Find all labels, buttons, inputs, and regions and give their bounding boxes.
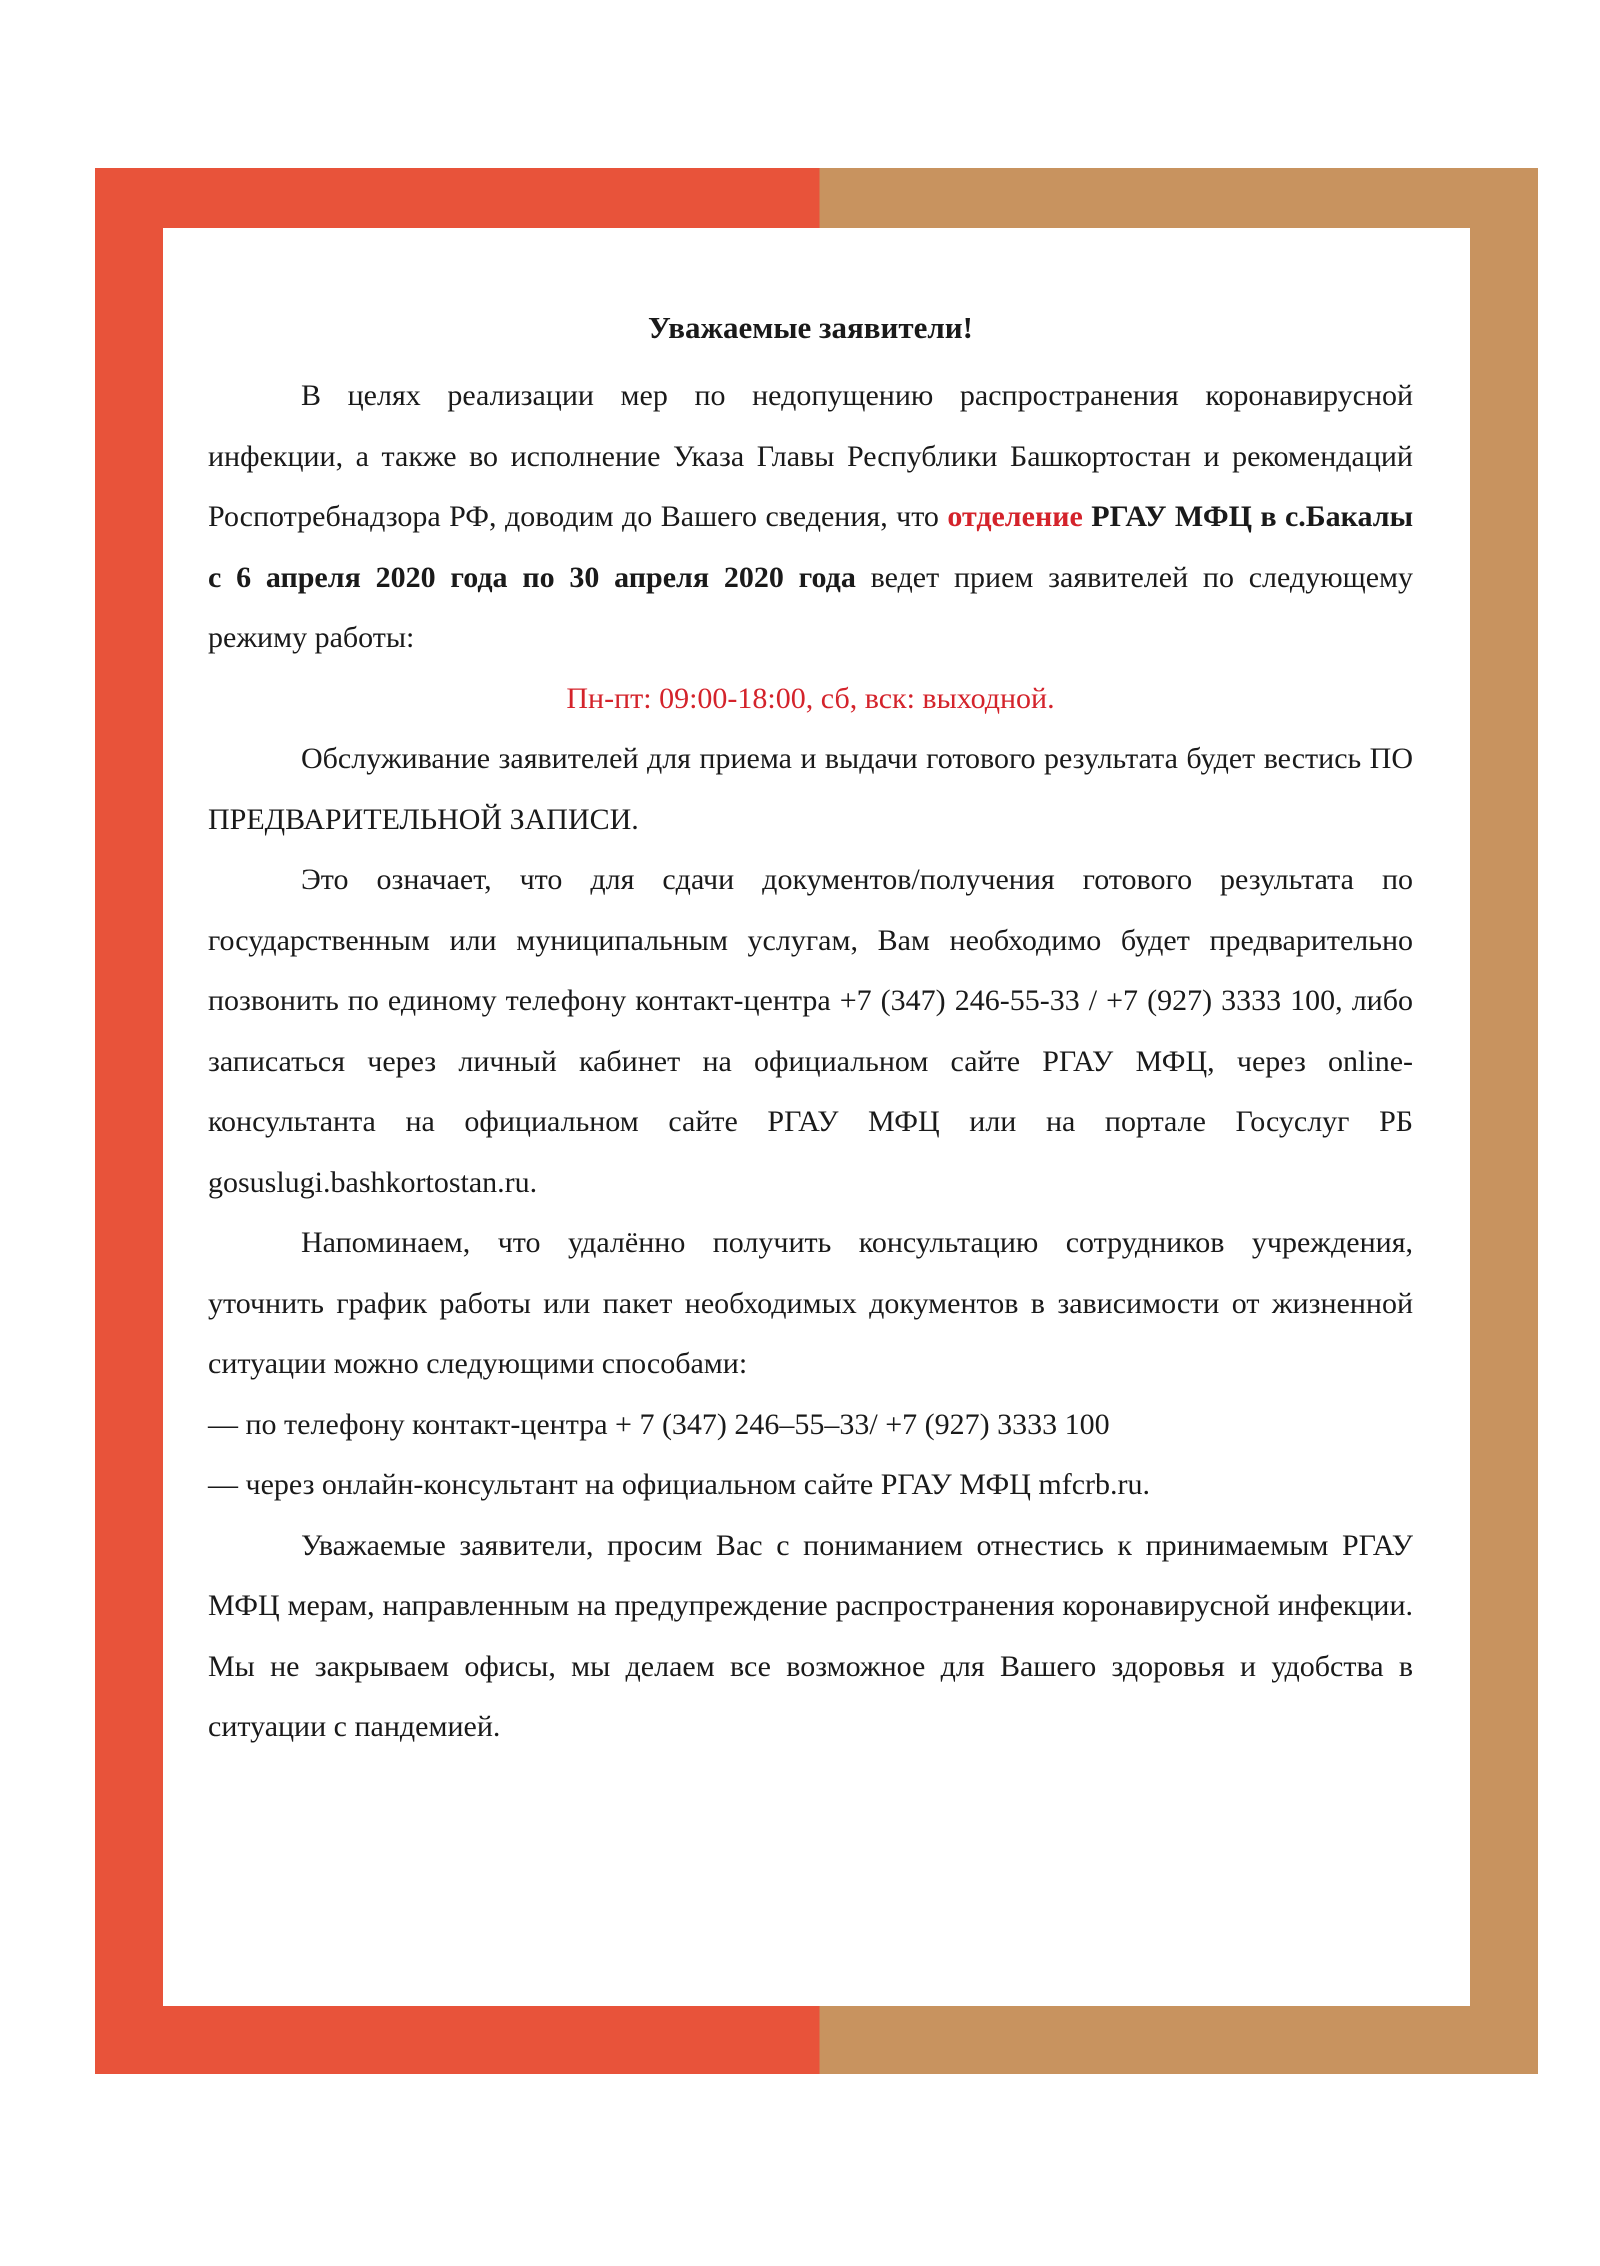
paragraph-appointment: Обслуживание заявителей для приема и выдачи готового результата будет вестись ПО ПРЕДВАРИТЕЛЬНОЙ ЗАПИСИ.: [208, 742, 1413, 836]
bullet-phone: — по телефону контакт-центра + 7 (347) 246–55–33/ +7 (927) 3333 100: [208, 1407, 1110, 1441]
notice-frame: [95, 168, 1538, 2074]
intro-text: В целях реализации мер по недопущению распространения коронавирусной инфекции, а также во исполнение Указа Главы Республики Башкортостан и рекомендаций Роспотребнадзора РФ, доводим до Вашего сведения, что: [208, 379, 1413, 533]
notice-content: [208, 298, 1413, 1758]
intro-text-end: ведет прием заявителей по следующему режиму работы:: [208, 560, 1414, 654]
bullet-online: — через онлайн-консультант на официальном сайте РГАУ МФЦ mfcrb.ru.: [208, 1468, 1150, 1501]
paragraph-remote-consult: Напоминаем, что удалённо получить консультацию сотрудников учреждения, уточнить график работы или пакет необходимых документов в зависимости от жизненной ситуации можно следующими способами:: [208, 1226, 1413, 1380]
intro-dates: РГАУ МФЦ в с.Бакалы с 6 апреля 2020 года по 30 апреля 2020 года: [208, 500, 1413, 594]
notice-title: Уважаемые заявители!: [648, 310, 973, 345]
intro-branch-label: отделение: [947, 500, 1083, 533]
paragraph-intro: [208, 366, 1413, 669]
paragraph-contacts: Это означает, что для сдачи документов/получения готового результата по государственным или муниципальным услугам, Вам необходимо будет предварительно позвонить по единому телефону контакт-центра +7 (347) 246-55-33 / +7 (927) 3333 100, либо записаться через личный кабинет на официальном сайте РГАУ МФЦ, через online-консультанта на официальном сайте РГАУ МФЦ или на портале Госуслуг РБ gosuslugi.bashkortostan.ru.: [208, 863, 1413, 1199]
notice-sheet: [163, 228, 1470, 2006]
paragraph-closing: Уважаемые заявители, просим Вас с пониманием отнестись к принимаемым РГАУ МФЦ мерам, направленным на предупреждение распространения коронавирусной инфекции. Мы не закрываем офисы, мы делаем все возможное для Вашего здоровья и удобства в ситуации с пандемией.: [208, 1528, 1413, 1743]
work-schedule: Пн-пт: 09:00-18:00, сб, вск: выходной.: [566, 681, 1055, 715]
